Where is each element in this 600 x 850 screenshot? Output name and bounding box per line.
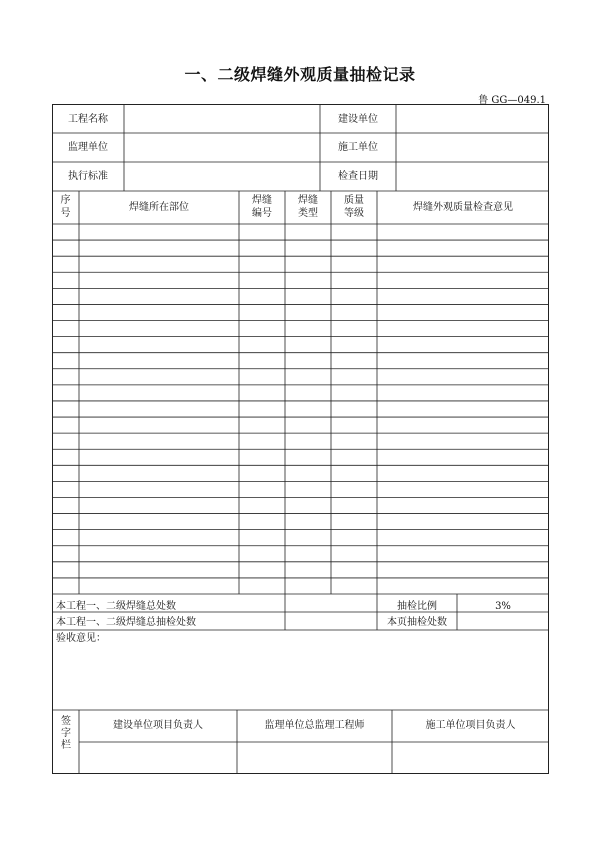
col-weld-type-line1: 焊缝 xyxy=(298,195,318,206)
col-weld-no-line2: 编号 xyxy=(252,208,272,219)
sample-ratio-label: 抽检比例 xyxy=(397,601,437,612)
builder-pm-label: 施工单位项目负责人 xyxy=(425,720,516,731)
sample-ratio-value: 3% xyxy=(495,601,511,612)
form-code: 鲁 GG—049.1 xyxy=(478,95,546,106)
project-name-label: 工程名称 xyxy=(68,114,108,125)
col-opinion: 焊缝外观质量检查意见 xyxy=(413,202,513,213)
col-seq-line1: 序 xyxy=(60,195,71,206)
col-weld-type-line2: 类型 xyxy=(298,208,318,219)
supervision-unit-label: 监理单位 xyxy=(68,142,108,153)
signature-side-label: 签 字 栏 xyxy=(61,716,71,751)
chief-supervisor-label: 监理单位总监理工程师 xyxy=(264,720,365,731)
construction-unit-label: 建设单位 xyxy=(338,114,378,125)
total-welds-label: 本工程一、二级焊缝总处数 xyxy=(56,601,176,612)
acceptance-label: 验收意见： xyxy=(56,633,106,644)
inspection-form xyxy=(52,104,549,774)
col-grade-line2: 等级 xyxy=(344,208,364,219)
builder-unit-label: 施工单位 xyxy=(338,142,378,153)
col-seq-line2: 号 xyxy=(60,208,71,219)
page-sampled-label: 本页抽检处数 xyxy=(387,617,447,628)
page-title: 一、二级焊缝外观质量抽检记录 xyxy=(184,65,416,84)
col-weld-no-line1: 焊缝 xyxy=(252,195,272,206)
col-grade-line1: 质量 xyxy=(344,195,364,206)
construction-pm-label: 建设单位项目负责人 xyxy=(113,720,203,731)
inspection-date-label: 检查日期 xyxy=(338,171,378,182)
total-sampled-label: 本工程一、二级焊缝总抽检处数 xyxy=(56,617,196,628)
col-location: 焊缝所在部位 xyxy=(129,202,189,213)
standard-label: 执行标准 xyxy=(68,171,108,182)
